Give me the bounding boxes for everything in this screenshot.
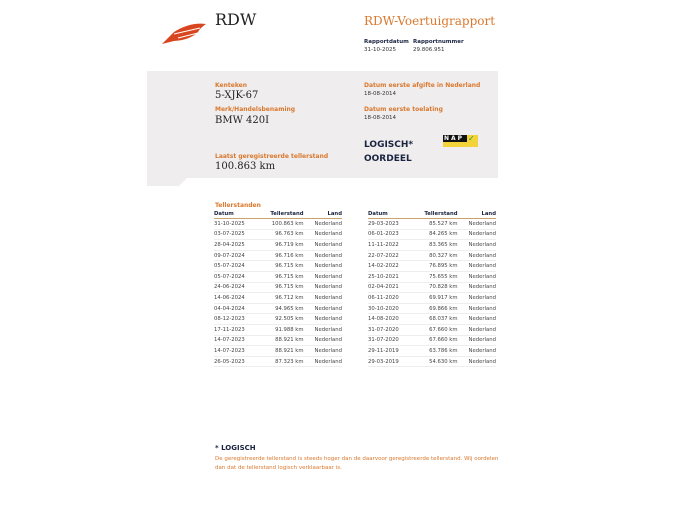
table-cell: Nederland <box>304 229 342 240</box>
table-row <box>214 346 342 357</box>
panel-tab <box>147 178 187 186</box>
table-cell: 14-07-2023 <box>214 346 257 357</box>
table-cell: 96.715 km <box>257 271 303 282</box>
table-cell: 96.712 km <box>257 293 303 304</box>
table-cell: 29-03-2019 <box>368 356 411 367</box>
oordeel-line2: OORDEEL <box>364 154 412 164</box>
table-cell: 83.365 km <box>411 240 457 251</box>
table-cell: Nederland <box>458 261 496 272</box>
table-cell: 92.505 km <box>257 314 303 325</box>
column-header: Land <box>458 210 496 219</box>
table-cell: Nederland <box>304 271 342 282</box>
table-cell: 76.895 km <box>411 261 457 272</box>
table-header <box>368 210 496 219</box>
table-cell: Nederland <box>458 271 496 282</box>
table-cell: Nederland <box>304 356 342 367</box>
table-header <box>214 210 342 219</box>
table-row <box>368 261 496 272</box>
table-cell: 67.660 km <box>411 324 457 335</box>
table-cell: 03-07-2025 <box>214 229 257 240</box>
table-cell: Nederland <box>304 240 342 251</box>
oordeel-line1: LOGISCH* <box>364 140 414 150</box>
table-cell: 69.866 km <box>411 303 457 314</box>
table-cell: 14-08-2020 <box>368 314 411 325</box>
table-row <box>368 219 496 230</box>
table-row <box>368 282 496 293</box>
table-cell: 29-03-2023 <box>368 219 411 230</box>
table-cell: Nederland <box>458 335 496 346</box>
table-cell: 06-01-2023 <box>368 229 411 240</box>
table-row <box>214 356 342 367</box>
check-icon: ✓ <box>468 134 475 143</box>
table-cell: 26-05-2023 <box>214 356 257 367</box>
table-row <box>214 335 342 346</box>
table-cell: Nederland <box>458 356 496 367</box>
table-cell: 28-04-2025 <box>214 240 257 251</box>
table-cell: Nederland <box>458 346 496 357</box>
table-cell: 30-10-2020 <box>368 303 411 314</box>
afgifte: 18-08-2014 <box>364 91 396 97</box>
toelating: 18-08-2014 <box>364 115 396 121</box>
table-cell: Nederland <box>458 293 496 304</box>
table-cell: 96.763 km <box>257 229 303 240</box>
toelating-label: Datum eerste toelating <box>364 106 443 113</box>
table-row <box>214 229 342 240</box>
table-row <box>368 335 496 346</box>
table-cell: 14-02-2022 <box>368 261 411 272</box>
table-cell: 24-06-2024 <box>214 282 257 293</box>
rapportnummer-label: Rapportnummer <box>413 39 464 45</box>
merk: BMW 420I <box>215 115 270 126</box>
teller: 100.863 km <box>215 161 276 172</box>
table-cell: Nederland <box>304 346 342 357</box>
table-row <box>368 324 496 335</box>
table-row <box>214 261 342 272</box>
table-cell: Nederland <box>458 219 496 230</box>
table-cell: 70.828 km <box>411 282 457 293</box>
table-cell: 05-07-2024 <box>214 261 257 272</box>
table-cell: 31-07-2020 <box>368 324 411 335</box>
brand-name: RDW <box>215 10 257 29</box>
table-cell: Nederland <box>304 324 342 335</box>
oordeel <box>364 138 413 166</box>
table-cell: 69.917 km <box>411 293 457 304</box>
table-row <box>214 324 342 335</box>
table-cell: 68.037 km <box>411 314 457 325</box>
table-cell: Nederland <box>458 324 496 335</box>
table-row <box>214 314 342 325</box>
merk-label: Merk/Handelsbenaming <box>215 106 296 113</box>
table-cell: 96.715 km <box>257 282 303 293</box>
footnote-title: * LOGISCH <box>215 444 256 452</box>
report-title: RDW-Voertuigrapport <box>364 14 496 28</box>
afgifte-label: Datum eerste afgifte in Nederland <box>364 82 481 89</box>
table-cell: Nederland <box>304 314 342 325</box>
table-cell: Nederland <box>304 250 342 261</box>
table-cell: 67.660 km <box>411 335 457 346</box>
table-cell: 08-12-2023 <box>214 314 257 325</box>
table-cell: 29-11-2019 <box>368 346 411 357</box>
table-cell: Nederland <box>458 229 496 240</box>
table-cell: 25-10-2021 <box>368 271 411 282</box>
table-cell: 63.786 km <box>411 346 457 357</box>
table-cell: 85.527 km <box>411 219 457 230</box>
table-cell: Nederland <box>304 219 342 230</box>
table-cell: Nederland <box>458 282 496 293</box>
table-cell: Nederland <box>304 261 342 272</box>
table-cell: 04-04-2024 <box>214 303 257 314</box>
table-row <box>368 303 496 314</box>
column-header: Datum <box>214 210 257 219</box>
teller-label: Laatst geregistreerde tellerstand <box>215 153 329 160</box>
nap-logo: NAP ✓ <box>443 135 478 147</box>
table-cell: 87.323 km <box>257 356 303 367</box>
table-cell: 100.863 km <box>257 219 303 230</box>
table-row <box>368 229 496 240</box>
kenteken-label: Kenteken <box>215 82 247 89</box>
rapportnummer: 29.806.951 <box>413 47 445 53</box>
table-cell: 96.719 km <box>257 240 303 251</box>
table-cell: 09-07-2024 <box>214 250 257 261</box>
table-row <box>368 271 496 282</box>
table-row <box>214 219 342 230</box>
table-cell: 22-07-2022 <box>368 250 411 261</box>
tellerstanden-table-left <box>214 210 342 367</box>
tellerstanden-table-right <box>368 210 496 367</box>
column-header: Tellerstand <box>257 210 303 219</box>
table-row <box>368 314 496 325</box>
table-cell: Nederland <box>304 282 342 293</box>
table-row <box>214 282 342 293</box>
table-cell: 02-04-2021 <box>368 282 411 293</box>
column-header: Land <box>304 210 342 219</box>
table-row <box>214 293 342 304</box>
table-cell: Nederland <box>304 303 342 314</box>
table-cell: 88.921 km <box>257 335 303 346</box>
table-cell: 80.327 km <box>411 250 457 261</box>
table-row <box>368 356 496 367</box>
table-cell: Nederland <box>304 293 342 304</box>
table-cell: 05-07-2024 <box>214 271 257 282</box>
table-cell: 91.988 km <box>257 324 303 335</box>
table-cell: 31-10-2025 <box>214 219 257 230</box>
table-row <box>368 250 496 261</box>
table-cell: Nederland <box>458 250 496 261</box>
table-cell: Nederland <box>458 314 496 325</box>
footnote-text: De geregistreerde tellerstand is steeds hoger dan de daarvoor geregistreerde tellerstand. Wij oordelen dan dat de tellerstand logisch verklaarbaar is. <box>215 456 499 471</box>
table-cell: 94.965 km <box>257 303 303 314</box>
table-cell: 17-11-2023 <box>214 324 257 335</box>
table-cell: Nederland <box>458 240 496 251</box>
table-cell: 96.715 km <box>257 261 303 272</box>
tellerstanden-title: Tellerstanden <box>215 202 261 209</box>
table-cell: 11-11-2022 <box>368 240 411 251</box>
table-cell: 14-07-2023 <box>214 335 257 346</box>
column-header: Tellerstand <box>411 210 457 219</box>
table-cell: 14-06-2024 <box>214 293 257 304</box>
table-cell: 54.630 km <box>411 356 457 367</box>
column-header: Datum <box>368 210 411 219</box>
table-row <box>214 303 342 314</box>
rapportdatum-label: Rapportdatum <box>364 39 409 45</box>
table-row <box>368 346 496 357</box>
table-row <box>214 271 342 282</box>
table-row <box>368 240 496 251</box>
table-cell: Nederland <box>458 303 496 314</box>
table-row <box>368 293 496 304</box>
rapportdatum: 31-10-2025 <box>364 47 396 53</box>
rdw-logo-icon <box>160 20 208 46</box>
kenteken: 5-XJK-67 <box>215 90 259 101</box>
table-cell: 06-11-2020 <box>368 293 411 304</box>
table-cell: 84.265 km <box>411 229 457 240</box>
table-cell: Nederland <box>304 335 342 346</box>
table-cell: 96.716 km <box>257 250 303 261</box>
table-row <box>214 240 342 251</box>
table-cell: 88.921 km <box>257 346 303 357</box>
table-cell: 31-07-2020 <box>368 335 411 346</box>
table-cell: 75.655 km <box>411 271 457 282</box>
table-row <box>214 250 342 261</box>
